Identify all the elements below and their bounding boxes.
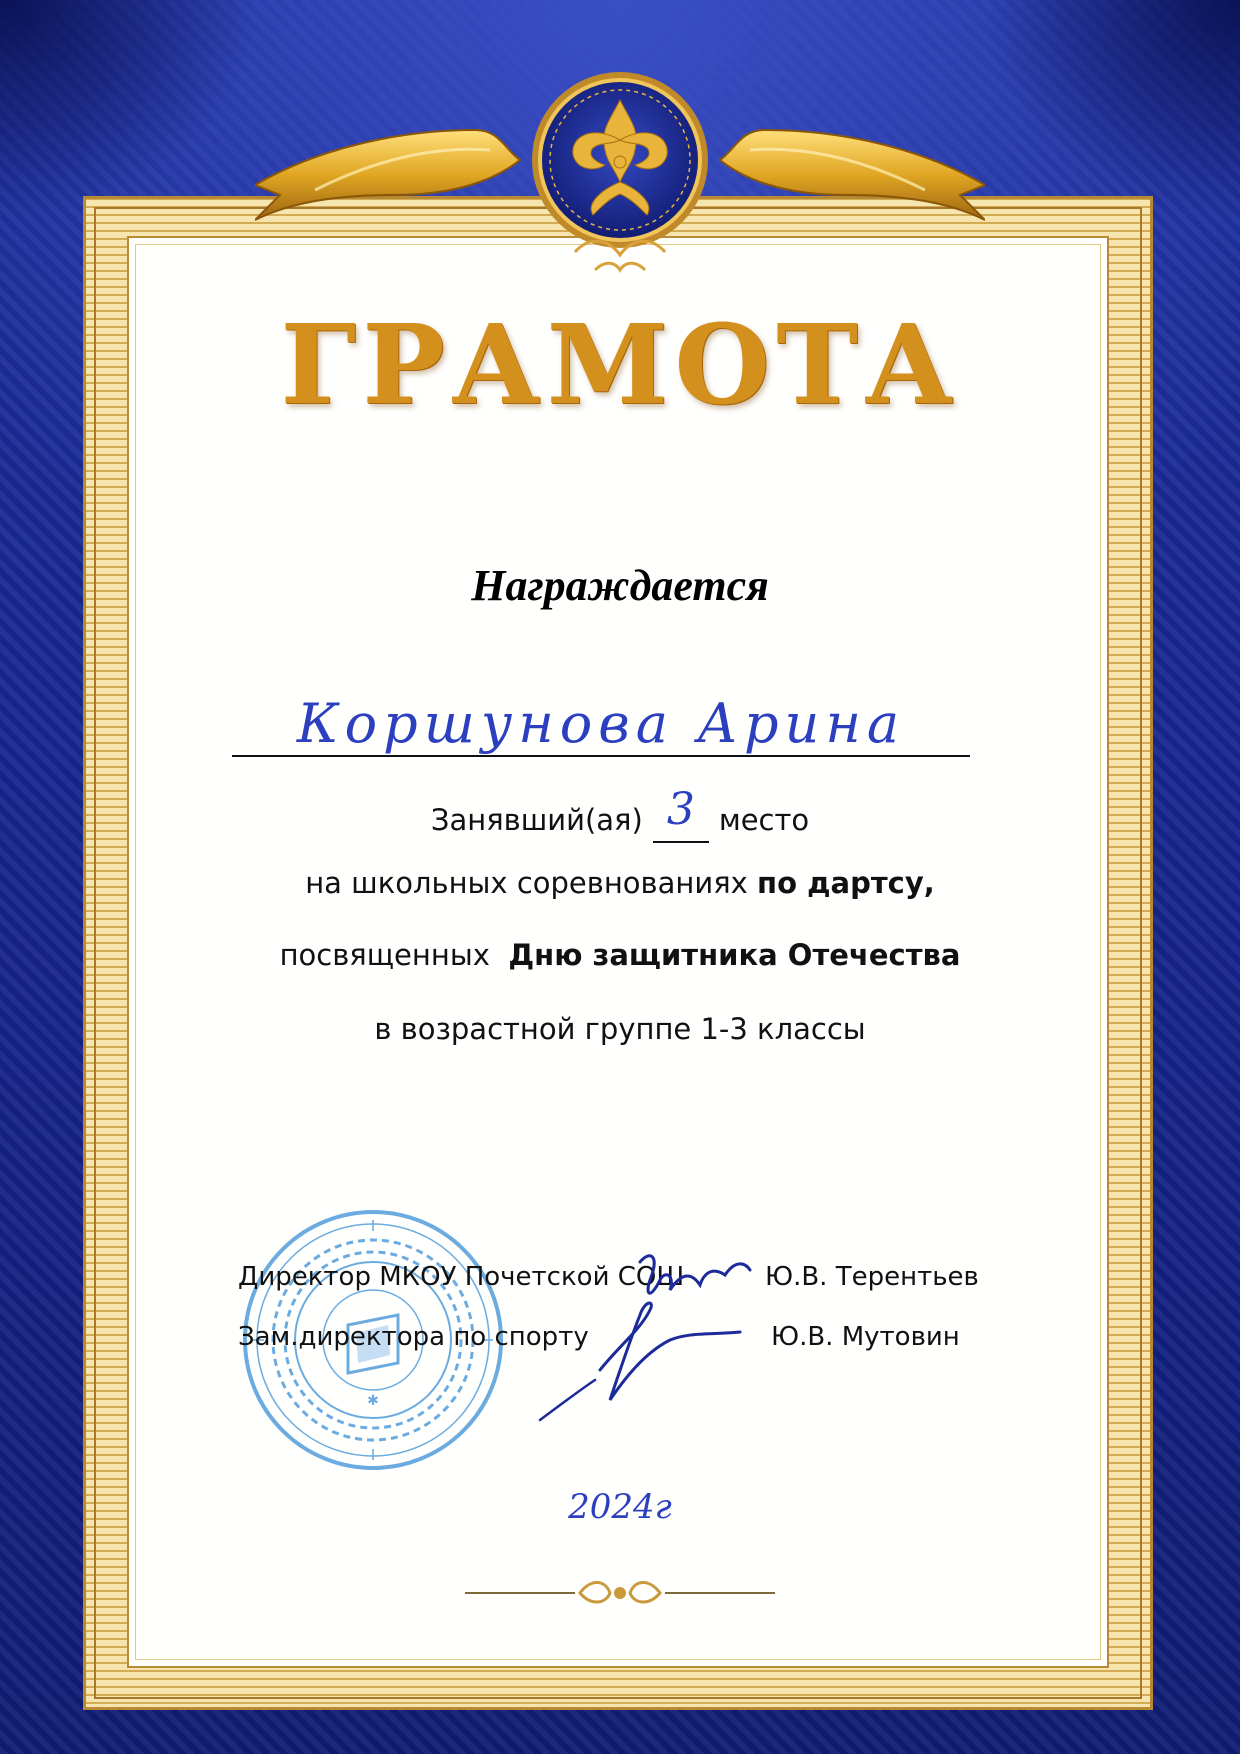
recipient-underline: [232, 755, 970, 757]
awarded-heading: Награждается: [471, 561, 769, 610]
place-prefix: Занявший(ая): [430, 803, 643, 837]
event-line: [0, 866, 1240, 900]
dedication-holiday: Дню защитника Отечества: [508, 938, 961, 972]
age-group-line: в возрастной группе 1-3 классы: [374, 1012, 866, 1046]
year: 2024г: [568, 1487, 672, 1527]
curtain-shade-right: [980, 0, 1240, 220]
event-prefix: на школьных соревнованиях: [305, 866, 748, 900]
director-name: Ю.В. Терентьев: [765, 1262, 979, 1292]
svg-text:✱: ✱: [367, 1393, 379, 1409]
place-suffix: место: [718, 803, 810, 837]
place-row: [0, 784, 1240, 843]
recipient-name: Коршунова Арина: [296, 692, 906, 755]
event-sport: по дартсу,: [757, 866, 935, 900]
deputy-title: Зам.директора по спорту: [238, 1322, 589, 1352]
director-title: Директор МКОУ Почетской СОШ: [238, 1262, 685, 1292]
curtain-shade-left: [0, 0, 260, 220]
place-number: 3: [666, 784, 695, 835]
place-blank: [653, 784, 709, 843]
signature-marks: [500, 1240, 800, 1425]
certificate-title: ГРАМОТА: [280, 300, 960, 429]
dedication-prefix: посвященных: [279, 938, 490, 972]
dedication-line: [0, 938, 1240, 972]
ornamental-medallion-icon: [255, 70, 985, 280]
flourish-divider-icon: [465, 1575, 775, 1611]
deputy-name: Ю.В. Мутовин: [771, 1322, 960, 1352]
